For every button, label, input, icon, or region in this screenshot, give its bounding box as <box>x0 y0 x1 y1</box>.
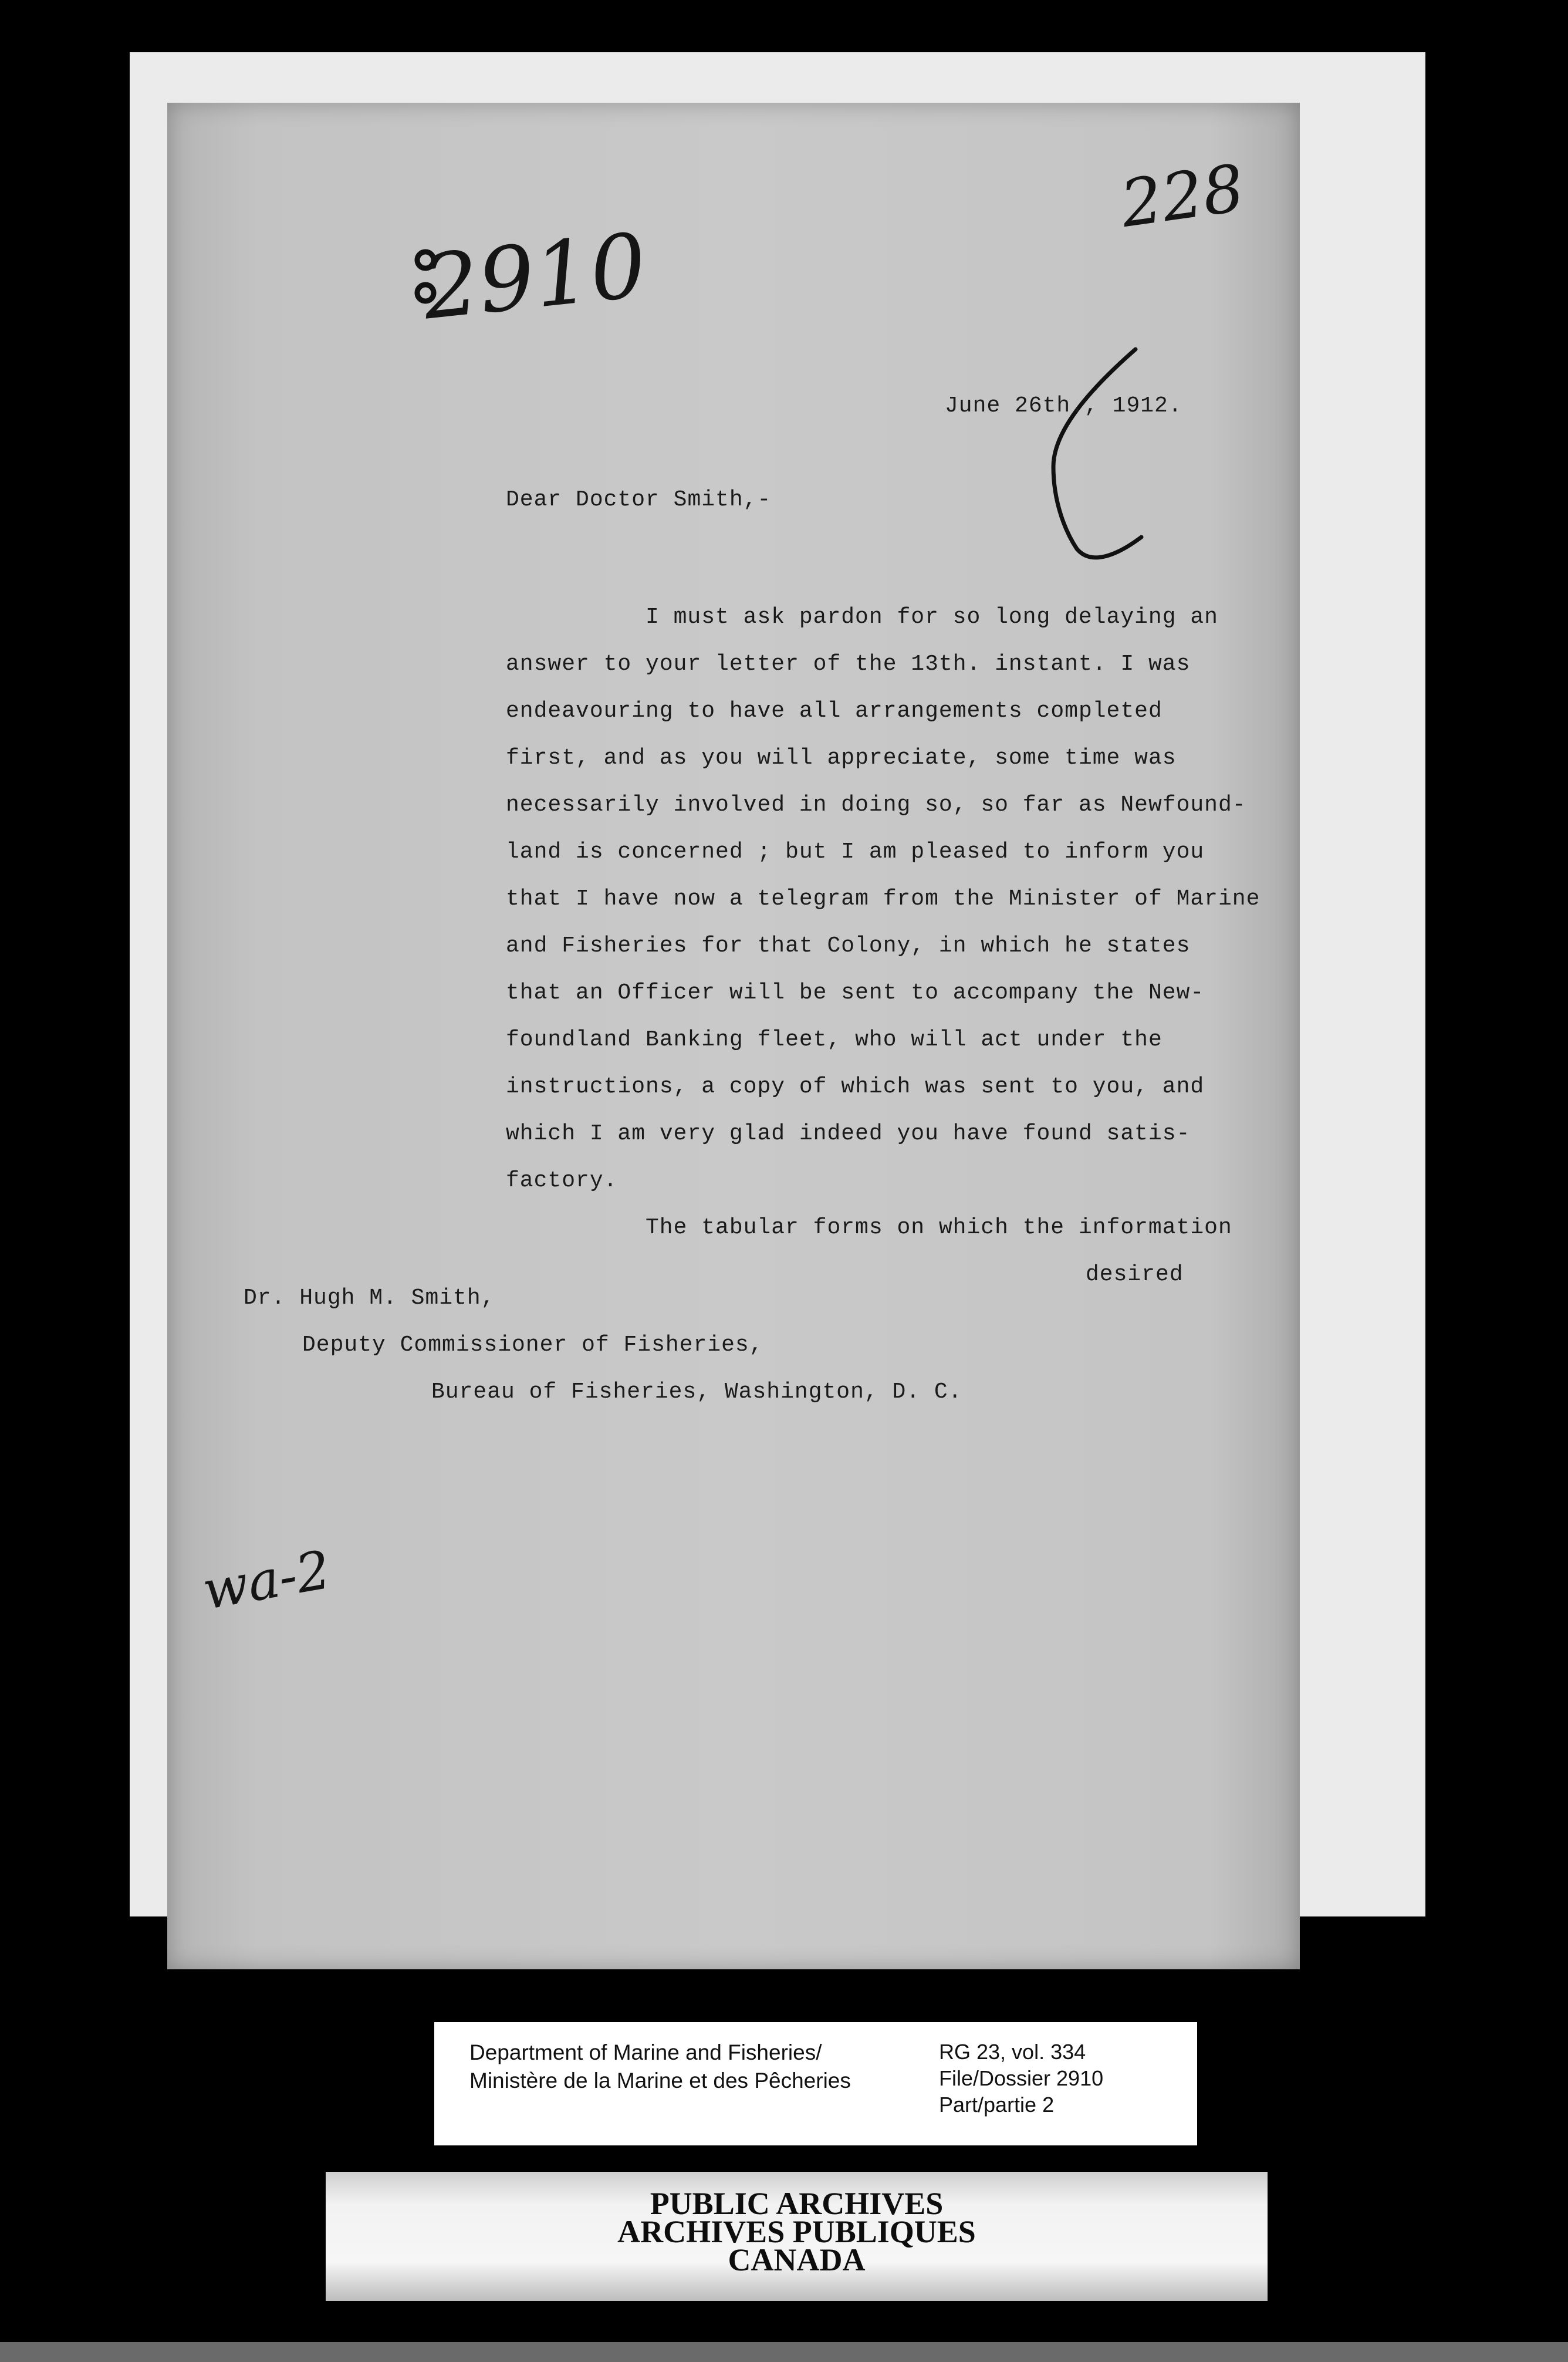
department-names <box>469 2039 851 2095</box>
body-line: which I am very glad indeed you have found satis- <box>506 1121 1191 1146</box>
catchword: desired <box>1086 1262 1184 1287</box>
body-line: factory. <box>506 1168 618 1193</box>
body-line: first, and as you will appreciate, some time was <box>506 745 1177 771</box>
banner-line-fr: ARCHIVES PUBLIQUES <box>617 2214 976 2249</box>
handwritten-initials: wa-2 <box>198 1538 335 1622</box>
department-fr: Ministère de la Marine et des Pêcheries <box>469 2069 851 2093</box>
letter-date: June 26th., 1912. <box>945 393 1182 419</box>
body-line: that an Officer will be sent to accompany the New- <box>506 980 1205 1005</box>
department-en: Department of Marine and Fisheries/ <box>469 2040 822 2064</box>
continuation-line: The tabular forms on which the information <box>646 1215 1232 1240</box>
handwritten-bracket-mark <box>1036 343 1153 566</box>
banner-line-country: CANADA <box>728 2242 866 2277</box>
body-line: that I have now a telegram from the Minister of Marine <box>506 886 1261 912</box>
body-line: foundland Banking fleet, who will act under the <box>506 1027 1163 1052</box>
body-line: and Fisheries for that Colony, in which he states <box>506 933 1191 959</box>
archives-banner <box>326 2172 1268 2301</box>
handwritten-page-number: 228 <box>1116 150 1249 242</box>
part-number: Part/partie 2 <box>939 2093 1055 2117</box>
letter-salutation: Dear Doctor Smith,- <box>506 487 772 512</box>
record-group: RG 23, vol. 334 <box>939 2040 1086 2064</box>
banner-line-en: PUBLIC ARCHIVES <box>650 2186 944 2221</box>
body-line: instructions, a copy of which was sent to you, and <box>506 1074 1205 1099</box>
file-reference <box>939 2039 1103 2118</box>
body-line: land is concerned ; but I am pleased to inform you <box>506 839 1205 865</box>
body-line: answer to your letter of the 13th. instant. I was <box>506 652 1191 677</box>
film-edge <box>0 2342 1568 2362</box>
addressee-name: Dr. Hugh M. Smith, <box>244 1285 495 1311</box>
addressee-title: Deputy Commissioner of Fisheries, <box>302 1332 763 1358</box>
body-line: I must ask pardon for so long delaying an <box>646 605 1218 630</box>
addressee-office: Bureau of Fisheries, Washington, D. C. <box>431 1379 962 1405</box>
file-dossier: File/Dossier 2910 <box>939 2066 1104 2090</box>
body-line: endeavouring to have all arrangements completed <box>506 699 1163 724</box>
handwritten-file-number: 2910 <box>417 214 651 340</box>
archive-label <box>434 2022 1197 2145</box>
body-line: necessarily involved in doing so, so far as Newfound- <box>506 792 1246 818</box>
